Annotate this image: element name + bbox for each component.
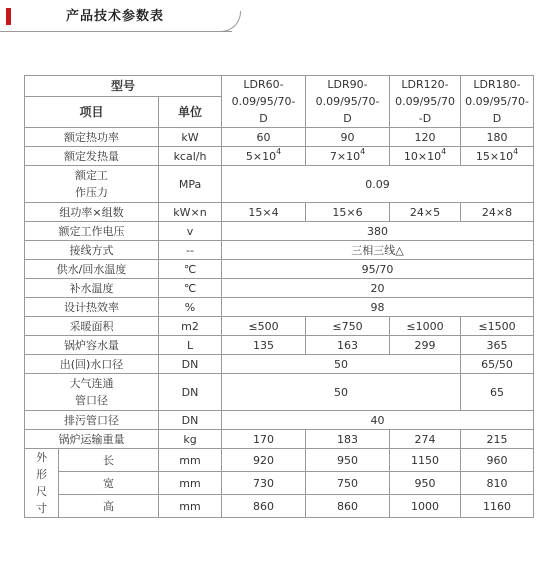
value-cell: 24×5	[390, 203, 461, 222]
value-cell: 274	[390, 430, 461, 449]
table-row	[25, 336, 534, 355]
value-cell: 90	[306, 128, 390, 147]
row-label: 长	[59, 449, 159, 472]
row-label: 组功率×组数	[25, 203, 159, 222]
value-cell: 365	[461, 336, 534, 355]
row-label: 额定热功率	[25, 128, 159, 147]
value-cell: ≤1500	[461, 317, 534, 336]
row-unit: v	[159, 222, 222, 241]
value-cell: 24×8	[461, 203, 534, 222]
table-row	[25, 374, 534, 411]
value-cell: 860	[306, 495, 390, 518]
row-label: 采暖面积	[25, 317, 159, 336]
row-unit: mm	[159, 449, 222, 472]
value-cell: 950	[306, 449, 390, 472]
table-row	[25, 430, 534, 449]
value-cell: 三相三线△	[222, 241, 534, 260]
table-row	[25, 449, 534, 472]
model-header: 型号	[25, 76, 222, 97]
value-cell: 163	[306, 336, 390, 355]
row-label: 出(回)水口径	[25, 355, 159, 374]
table-row	[25, 495, 534, 518]
value-cell: $15\times 10^4$	[461, 147, 534, 166]
row-label: 排污管口径	[25, 411, 159, 430]
value-cell: ≤500	[222, 317, 306, 336]
value-cell: 65	[461, 374, 534, 411]
row-unit: DN	[159, 411, 222, 430]
model-cell-4: LDR180- 0.09/95/70- D	[461, 76, 534, 128]
value-cell: 50	[222, 374, 461, 411]
table-row	[25, 147, 534, 166]
table-row	[25, 76, 534, 97]
dimension-group-label: 外 形 尺 寸	[25, 449, 59, 518]
table-row	[25, 260, 534, 279]
model-cell-3: LDR120- 0.09/95/70 -D	[390, 76, 461, 128]
section-header	[0, 0, 538, 34]
value-cell: 380	[222, 222, 534, 241]
row-label: 高	[59, 495, 159, 518]
row-unit: %	[159, 298, 222, 317]
value-cell: 20	[222, 279, 534, 298]
value-cell: 810	[461, 472, 534, 495]
value-cell: 120	[390, 128, 461, 147]
value-cell: 1000	[390, 495, 461, 518]
row-label: 接线方式	[25, 241, 159, 260]
value-cell: 1160	[461, 495, 534, 518]
value-cell: $5\times 10^4$	[222, 147, 306, 166]
row-unit: mm	[159, 495, 222, 518]
table-row	[25, 128, 534, 147]
value-cell: 299	[390, 336, 461, 355]
table-row	[25, 317, 534, 336]
page-title: 产品技术参数表	[66, 9, 165, 24]
row-label: 额定工作电压	[25, 222, 159, 241]
row-label: 额定发热量	[25, 147, 159, 166]
row-unit: kcal/h	[159, 147, 222, 166]
model-cell-1: LDR60- 0.09/95/70- D	[222, 76, 306, 128]
value-cell: 183	[306, 430, 390, 449]
table-row	[25, 241, 534, 260]
value-cell: $10\times 10^4$	[390, 147, 461, 166]
row-unit: DN	[159, 374, 222, 411]
row-label: 锅炉运输重量	[25, 430, 159, 449]
row-label: 宽	[59, 472, 159, 495]
row-unit: ℃	[159, 279, 222, 298]
value-cell: 0.09	[222, 166, 534, 203]
value-cell: ≤750	[306, 317, 390, 336]
value-cell: 180	[461, 128, 534, 147]
table-row	[25, 222, 534, 241]
spec-table	[24, 75, 534, 518]
row-unit: kW	[159, 128, 222, 147]
value-cell: 170	[222, 430, 306, 449]
row-unit: m2	[159, 317, 222, 336]
unit-header: 单位	[159, 97, 222, 128]
value-cell: 730	[222, 472, 306, 495]
value-cell: 15×6	[306, 203, 390, 222]
model-cell-2: LDR90- 0.09/95/70- D	[306, 76, 390, 128]
value-cell: 40	[222, 411, 534, 430]
value-cell: 750	[306, 472, 390, 495]
value-cell: ≤1000	[390, 317, 461, 336]
row-unit: kW×n	[159, 203, 222, 222]
row-unit: mm	[159, 472, 222, 495]
row-label: 锅炉容水量	[25, 336, 159, 355]
row-unit: --	[159, 241, 222, 260]
header-accent-bar	[6, 8, 11, 25]
value-cell: 860	[222, 495, 306, 518]
header-curve	[218, 11, 241, 32]
value-cell: $7\times 10^4$	[306, 147, 390, 166]
value-cell: 15×4	[222, 203, 306, 222]
value-cell: 960	[461, 449, 534, 472]
value-cell: 95/70	[222, 260, 534, 279]
header-underline	[0, 31, 232, 32]
row-label: 大气连通 管口径	[25, 374, 159, 411]
value-cell: 135	[222, 336, 306, 355]
value-cell: 98	[222, 298, 534, 317]
row-unit: ℃	[159, 260, 222, 279]
row-unit: MPa	[159, 166, 222, 203]
value-cell: 215	[461, 430, 534, 449]
value-cell: 920	[222, 449, 306, 472]
table-row	[25, 203, 534, 222]
value-cell: 60	[222, 128, 306, 147]
value-cell: 1150	[390, 449, 461, 472]
table-row	[25, 411, 534, 430]
row-unit: L	[159, 336, 222, 355]
row-label: 额定工 作压力	[25, 166, 159, 203]
row-label: 设计热效率	[25, 298, 159, 317]
row-unit: DN	[159, 355, 222, 374]
table-row	[25, 298, 534, 317]
row-label: 补水温度	[25, 279, 159, 298]
row-unit: kg	[159, 430, 222, 449]
table-row	[25, 166, 534, 203]
value-cell: 65/50	[461, 355, 534, 374]
row-label: 供水/回水温度	[25, 260, 159, 279]
value-cell: 950	[390, 472, 461, 495]
value-cell: 50	[222, 355, 461, 374]
item-header: 项目	[25, 97, 159, 128]
table-row	[25, 472, 534, 495]
table-row	[25, 279, 534, 298]
table-row	[25, 355, 534, 374]
